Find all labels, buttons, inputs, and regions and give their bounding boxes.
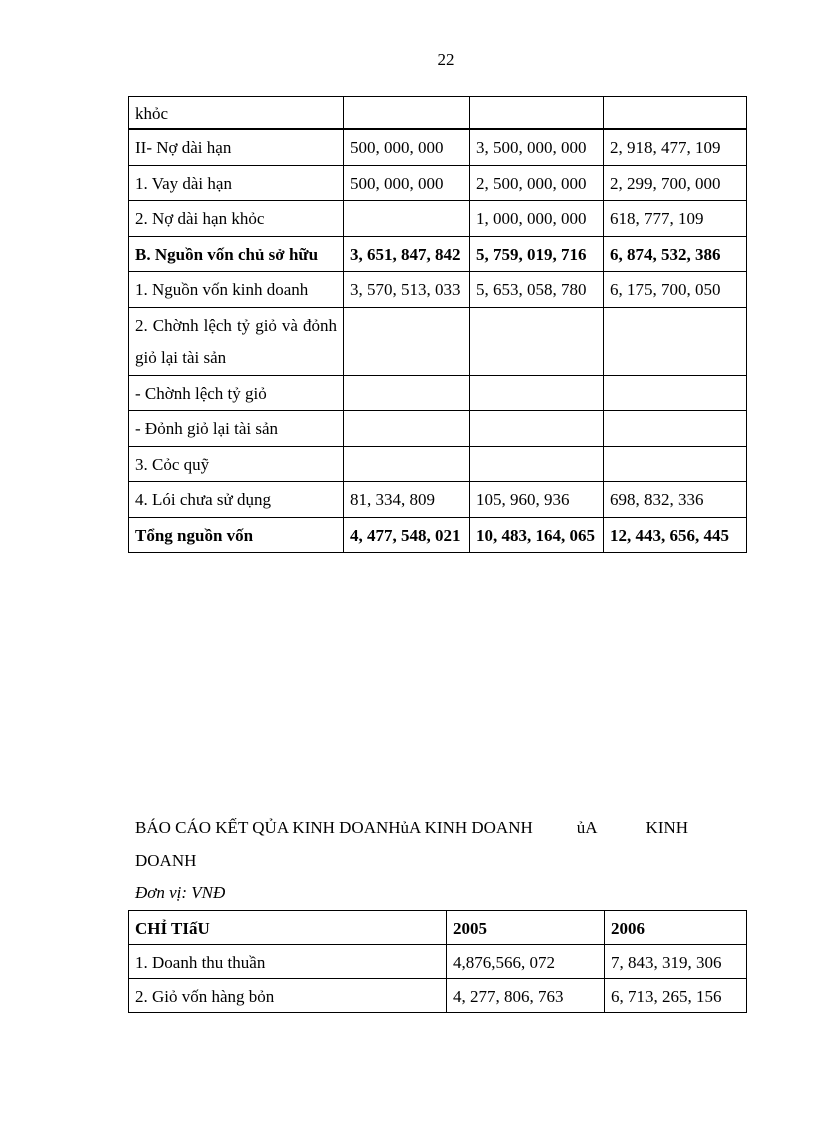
value-cell-3	[604, 411, 747, 447]
value-cell-1: 3, 570, 513, 033	[344, 272, 470, 308]
value-cell-1	[344, 201, 470, 237]
row-label: - Đỏnh giỏ lại tài sản	[129, 411, 344, 447]
table-row	[129, 307, 747, 375]
table-row	[129, 97, 747, 130]
row-label: Tổng nguồn vốn	[129, 517, 344, 553]
table-row	[129, 375, 747, 411]
header-2006: 2006	[605, 911, 747, 945]
value-cell-2	[470, 446, 604, 482]
value-cell-3	[604, 375, 747, 411]
row-label: 4. Lói chưa sử dụng	[129, 482, 344, 518]
report-title-part1: BÁO CÁO KẾT QỦA KINH DOANHủA KINH DOANH	[135, 818, 533, 837]
value-cell-1: 81, 334, 809	[344, 482, 470, 518]
cell-2006: 7, 843, 319, 306	[605, 945, 747, 979]
header-2005: 2005	[447, 911, 605, 945]
value-cell-2: 5, 759, 019, 716	[470, 236, 604, 272]
value-cell-1: 500, 000, 000	[344, 165, 470, 201]
value-cell-2: 1, 000, 000, 000	[470, 201, 604, 237]
row-label: 3. Cỏc quỹ	[129, 446, 344, 482]
header-indicator: CHỈ TIấU	[129, 911, 447, 945]
table-row	[129, 411, 747, 447]
value-cell-2: 3, 500, 000, 000	[470, 129, 604, 165]
value-cell-1	[344, 375, 470, 411]
value-cell-3: 6, 175, 700, 050	[604, 272, 747, 308]
row-label: - Chờnh lệch tỷ giỏ	[129, 375, 344, 411]
cell-2006: 6, 713, 265, 156	[605, 979, 747, 1013]
table-row	[129, 165, 747, 201]
value-cell-2: 10, 483, 164, 065	[470, 517, 604, 553]
table-row	[129, 201, 747, 237]
report-title-part4: DOANH	[135, 850, 197, 870]
value-cell-3: 618, 777, 109	[604, 201, 747, 237]
row-label: khỏc	[129, 97, 344, 130]
value-cell-2	[470, 97, 604, 130]
value-cell-2: 105, 960, 936	[470, 482, 604, 518]
value-cell-1: 3, 651, 847, 842	[344, 236, 470, 272]
value-cell-2	[470, 411, 604, 447]
value-cell-1	[344, 446, 470, 482]
balance-sheet-table	[128, 96, 747, 553]
report-title	[135, 812, 737, 877]
value-cell-3: 2, 299, 700, 000	[604, 165, 747, 201]
cell-2005: 4,876,566, 072	[447, 945, 605, 979]
value-cell-1	[344, 307, 470, 375]
table-row	[129, 517, 747, 553]
value-cell-3: 6, 874, 532, 386	[604, 236, 747, 272]
table-header-row	[129, 911, 747, 945]
table-row	[129, 236, 747, 272]
row-label: B. Nguồn vốn chủ sở hữu	[129, 236, 344, 272]
value-cell-1	[344, 97, 470, 130]
value-cell-3: 12, 443, 656, 445	[604, 517, 747, 553]
value-cell-2: 5, 653, 058, 780	[470, 272, 604, 308]
row-label: 1. Doanh thu thuần	[129, 945, 447, 979]
table-row	[129, 482, 747, 518]
cell-2005: 4, 277, 806, 763	[447, 979, 605, 1013]
income-statement-table	[128, 910, 747, 1013]
value-cell-2	[470, 307, 604, 375]
row-label: 2. Nợ dài hạn khỏc	[129, 201, 344, 237]
row-label: 2. Giỏ vốn hàng bỏn	[129, 979, 447, 1013]
table-row	[129, 272, 747, 308]
value-cell-1	[344, 411, 470, 447]
value-cell-3	[604, 97, 747, 130]
report-title-part2: ủA	[576, 818, 598, 837]
report-title-part3: KINH	[645, 818, 689, 837]
value-cell-1: 4, 477, 548, 021	[344, 517, 470, 553]
page-number: 22	[437, 50, 455, 69]
table-row	[129, 129, 747, 165]
value-cell-3	[604, 446, 747, 482]
value-cell-2	[470, 375, 604, 411]
value-cell-3	[604, 307, 747, 375]
value-cell-1: 500, 000, 000	[344, 129, 470, 165]
value-cell-3: 2, 918, 477, 109	[604, 129, 747, 165]
table-row	[129, 945, 747, 979]
row-label: II- Nợ dài hạn	[129, 129, 344, 165]
table-row	[129, 979, 747, 1013]
row-label: 1. Vay dài hạn	[129, 165, 344, 201]
value-cell-2: 2, 500, 000, 000	[470, 165, 604, 201]
row-label: 2. Chờnh lệch tỷ giỏ và đỏnh giỏ lại tài sản	[129, 307, 344, 375]
unit-label: Đơn vị: VNĐ	[135, 883, 226, 902]
value-cell-3: 698, 832, 336	[604, 482, 747, 518]
table-row	[129, 446, 747, 482]
row-label: 1. Nguồn vốn kinh doanh	[129, 272, 344, 308]
